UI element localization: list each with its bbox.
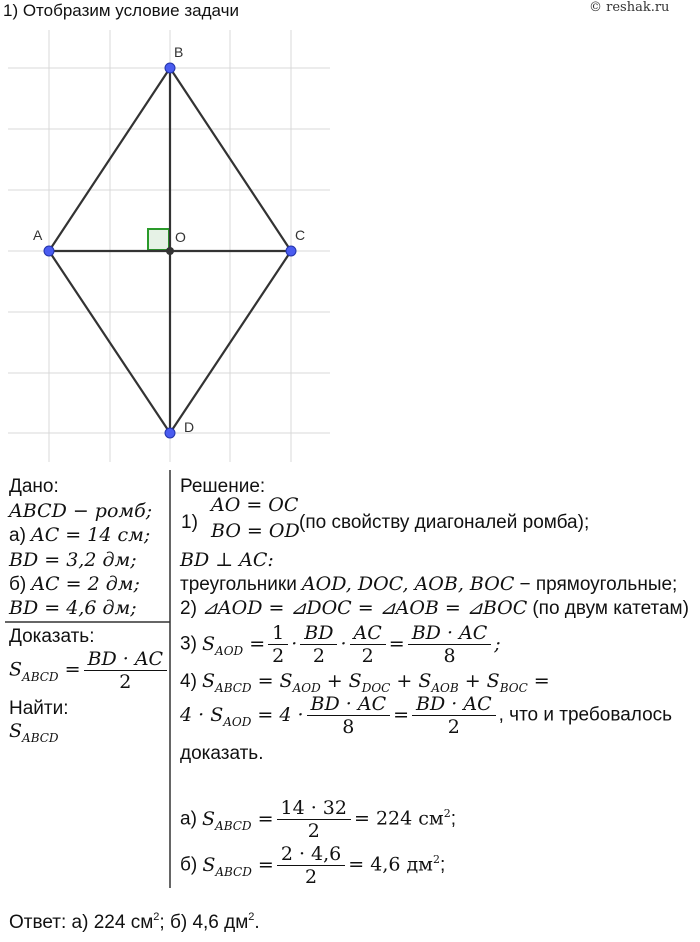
answer-end: .: [254, 912, 260, 933]
part-b-result: = 4,6 дм: [348, 853, 433, 876]
part-a-denominator: 2: [277, 819, 351, 842]
answer-line: Ответ: а) 224 $см^2$; б) 4,6 $дм^2$.: [9, 911, 260, 933]
step-4-number: 4): [180, 671, 197, 692]
label-b: B: [174, 44, 184, 60]
step-2-equation: ⊿AOD = ⊿DOC = ⊿AOB = ⊿BOC: [202, 597, 528, 619]
part-b-denominator: 2: [277, 865, 345, 888]
triangles-text: треугольники: [180, 574, 297, 595]
step-1-top: AO = OC: [211, 494, 299, 516]
conclusion-text: , что и требовалось: [498, 704, 673, 726]
part-a-result: = 224 см: [354, 807, 444, 830]
part-b-numerator: 2 · 4,6: [280, 843, 342, 865]
given-line-4-prefix: б): [9, 574, 27, 595]
given-line-2-prefix: а): [9, 525, 26, 546]
part-b: б) $S_{ABCD}$ = $\frac{2 \cdot 4,6}{2}$ = 4,6 $дм^2$;: [180, 843, 446, 888]
solution-heading: Решение:: [180, 476, 266, 497]
right-angle-mark: [148, 229, 169, 250]
given-line-2: [9, 524, 150, 547]
label-c: C: [295, 227, 306, 243]
step-1-note: (по свойству диагоналей ромба);: [299, 512, 590, 533]
step-2-note: (по двум катетам): [532, 598, 689, 619]
point-d: [165, 428, 175, 438]
step-4: 4) $S_{ABCD} = S_{AOD} + S_{DOC} + S_{AOB} + S_{BOC}$ =: [180, 670, 550, 695]
step-2: [180, 597, 689, 620]
conclusion-text-2: доказать.: [180, 743, 264, 764]
given-line-1: ABCD − ромб;: [9, 500, 153, 522]
point-a: [44, 246, 54, 256]
given-line-3: BD = 3,2 дм;: [9, 549, 137, 571]
perpendicular-line: BD ⊥ AC:: [180, 549, 274, 571]
page-title: 1) Отобразим условие задачи: [3, 1, 239, 20]
step-2-number: 2): [180, 598, 197, 619]
prove-heading: Доказать:: [9, 626, 95, 647]
triangles-list: AOD, DOC, AOB, BOC: [301, 573, 515, 595]
answer-part-a: Ответ: а) 224 см: [9, 912, 154, 933]
label-a: A: [33, 227, 43, 243]
find-formula: $S_{ABCD}$: [9, 720, 59, 745]
given-line-5: BD = 4,6 дм;: [9, 597, 137, 619]
part-a-numerator: 14 · 32: [280, 797, 347, 819]
step-4-continued: $4 \cdot S_{AOD} = 4$ · $\frac{BD \cdot AC}{8}$ = $\frac{BD \cdot AC}{2}$ , что и требовалось: [180, 693, 673, 738]
point-b: [165, 63, 175, 73]
given-heading: Дано:: [9, 476, 59, 497]
label-o: O: [175, 229, 186, 245]
step-1-bottom: BO = OD: [211, 520, 300, 542]
triangles-tail: − прямоугольные;: [519, 574, 678, 595]
point-c: [286, 246, 296, 256]
step-3-number: 3): [180, 633, 197, 655]
point-o: [166, 247, 174, 255]
answer-part-b: ; б) 4,6 дм: [159, 912, 249, 933]
part-b-number: б): [180, 854, 198, 876]
prove-formula: $S_{ABCD}$ = $\frac{BD \cdot AC}{2}$: [9, 648, 170, 693]
given-line-2-text: AC = 14 см;: [31, 524, 151, 546]
part-a: а) $S_{ABCD}$ = $\frac{14 \cdot 32}{2}$ = 224 $см^2$;: [180, 797, 456, 842]
given-line-4: [9, 573, 140, 596]
step-3: 3) $S_{AOD}$ = $\frac{1}{2}$ · $\frac{BD}{2}$ · $\frac{AC}{2}$ = $\frac{BD \cdot AC}{8}$ ;: [180, 622, 501, 667]
given-line-4-text: AC = 2 дм;: [31, 573, 140, 595]
part-a-number: а): [180, 808, 197, 830]
label-d: D: [184, 419, 195, 435]
watermark: © reshak.ru: [589, 0, 670, 15]
triangles-line: [180, 573, 677, 596]
find-heading: Найти:: [9, 698, 69, 719]
step-1-number: 1): [181, 512, 198, 533]
